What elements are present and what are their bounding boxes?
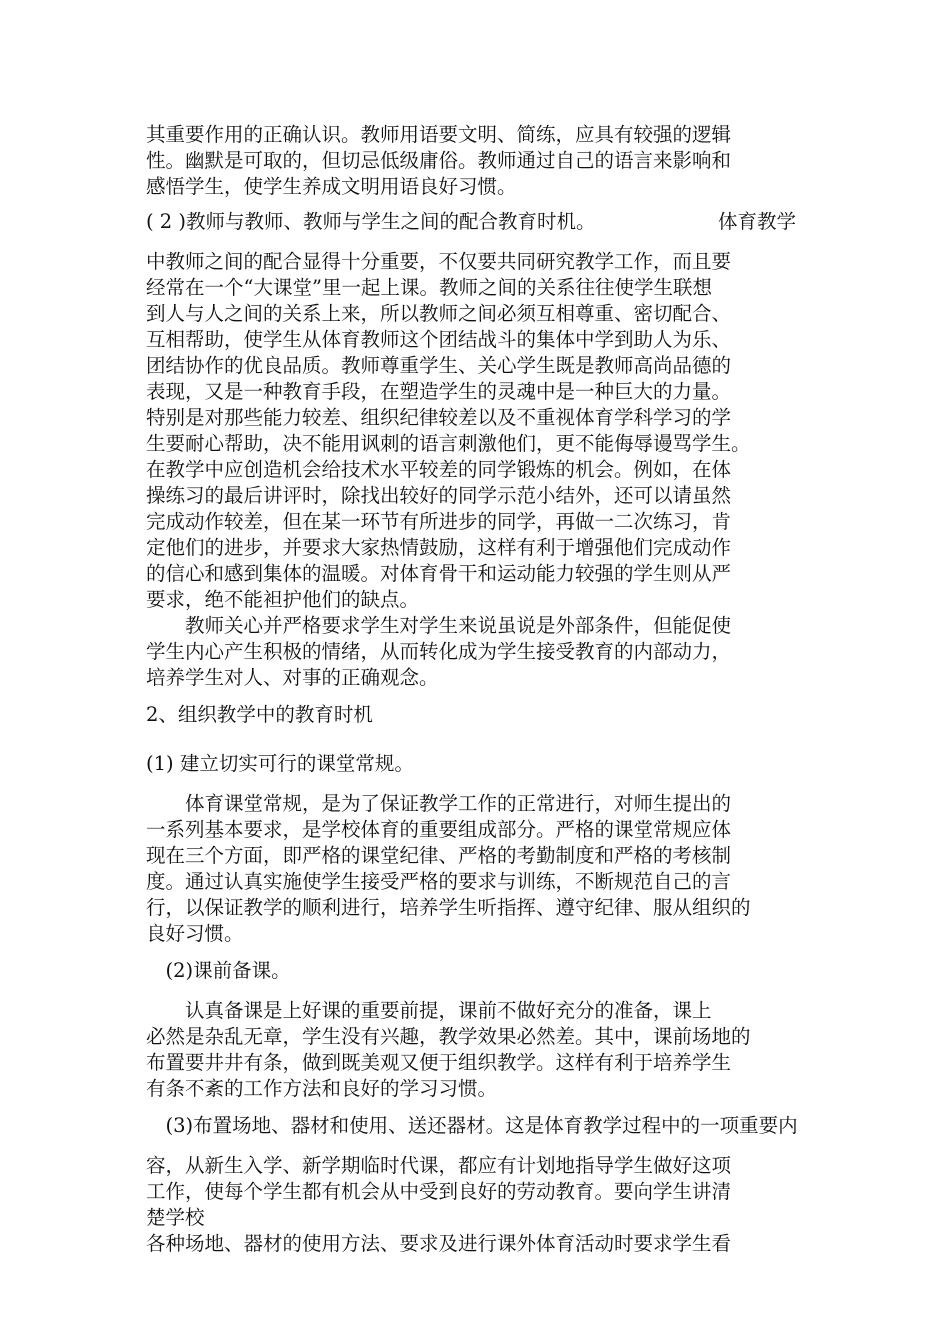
section-heading: 2、组织教学中的教育时机 [146,703,373,726]
paragraph-line: 度。通过认真实施使学生接受严格的要求与训练，不断规范自己的言 [146,870,732,893]
paragraph-line: 楚学校 [146,1206,205,1229]
subsection-heading: (3)布置场地、器材和使用、送还器材。这是体育教学过程中的一项重要内 [146,1114,798,1137]
paragraph-line: 要求，绝不能袒护他们的缺点。 [146,588,420,611]
paragraph-line: 必然是杂乱无章，学生没有兴趣，教学效果必然差。其中，课前场地的 [146,1025,751,1048]
paragraph-line: 定他们的进步，并要求大家热情鼓励，这样有利于增强他们完成动作 [146,536,732,559]
paragraph-line: 到人与人之间的关系上来，所以教师之间必须互相尊重、密切配合、 [146,302,732,325]
paragraph-line: 行，以保证教学的顺利进行，培养学生听指挥、遵守纪律、服从组织的 [146,896,751,919]
paragraph-line: 学生内心产生积极的情绪，从而转化成为学生接受教育的内部动力， [146,640,732,663]
paragraph-line: 教师关心并严格要求学生对学生来说虽说是外部条件，但能促使 [146,614,732,637]
paragraph-line: 培养学生对人、对事的正确观念。 [146,666,439,689]
paragraph-line: 体育课堂常规，是为了保证教学工作的正常进行，对师生提出的 [146,792,732,815]
paragraph-line: 一系列基本要求，是学校体育的重要组成部分。严格的课堂常规应体 [146,818,732,841]
subsection-heading: (1) 建立切实可行的课堂常规。 [146,752,414,775]
paragraph-line: 感悟学生，使学生养成文明用语良好习惯。 [146,175,517,198]
paragraph-line: 特别是对那些能力较差、组织纪律较差以及不重视体育学科学习的学 [146,406,732,429]
paragraph-line: 在教学中应创造机会给技术水平较差的同学锻炼的机会。例如，在体 [146,458,732,481]
paragraph-line: 互相帮助，使学生从体育教师这个团结战斗的集体中学到助人为乐、 [146,328,732,351]
paragraph-line: 工作，使每个学生都有机会从中受到良好的劳动教育。要向学生讲清 [146,1180,732,1203]
paragraph-line: 生要耐心帮助，决不能用讽刺的语言刺激他们，更不能侮辱谩骂学生。 [146,432,751,455]
paragraph-line: 性。幽默是可取的，但切忌低级庸俗。教师通过自己的语言来影响和 [146,149,732,172]
paragraph-line: 其重要作用的正确认识。教师用语要文明、简练，应具有较强的逻辑 [146,123,732,146]
paragraph-line: 布置要井井有条，做到既美观又便于组织教学。这样有利于培养学生 [146,1051,732,1074]
section-heading-row [146,209,816,235]
paragraph-line: 中教师之间的配合显得十分重要，不仅要共同研究教学工作，而且要 [146,250,732,273]
paragraph-line: 认真备课是上好课的重要前提，课前不做好充分的准备，课上 [146,999,712,1022]
paragraph-line: 的信心和感到集体的温暖。对体育骨干和运动能力较强的学生则从严 [146,562,732,585]
paragraph-line: 表现，又是一种教育手段，在塑造学生的灵魂中是一种巨大的力量。 [146,380,732,403]
paragraph-line: 各种场地、器材的使用方法、要求及进行课外体育活动时要求学生看 [146,1232,732,1255]
heading-trailing-text: 体育教学 [718,210,797,233]
subsection-heading: (2)课前备课。 [146,959,291,982]
paragraph-line: 现在三个方面，即严格的课堂纪律、严格的考勤制度和严格的考核制 [146,844,732,867]
paragraph-line: 完成动作较差，但在某一环节有所进步的同学，再做一二次练习，肯 [146,510,732,533]
paragraph-line: 经常在一个“大课堂”里一起上课。教师之间的关系往往使学生联想 [146,276,712,299]
paragraph-line: 操练习的最后讲评时，除找出较好的同学示范小结外，还可以请虽然 [146,484,732,507]
section-heading: ( 2 )教师与教师、教师与学生之间的配合教育时机。 [146,210,596,233]
paragraph-line: 容，从新生入学、新学期临时代课，都应有计划地指导学生做好这项 [146,1154,732,1177]
paragraph-line: 良好习惯。 [146,922,244,945]
paragraph-line: 团结协作的优良品质。教师尊重学生、关心学生既是教师高尚品德的 [146,354,732,377]
paragraph-line: 有条不紊的工作方法和良好的学习习惯。 [146,1077,498,1100]
